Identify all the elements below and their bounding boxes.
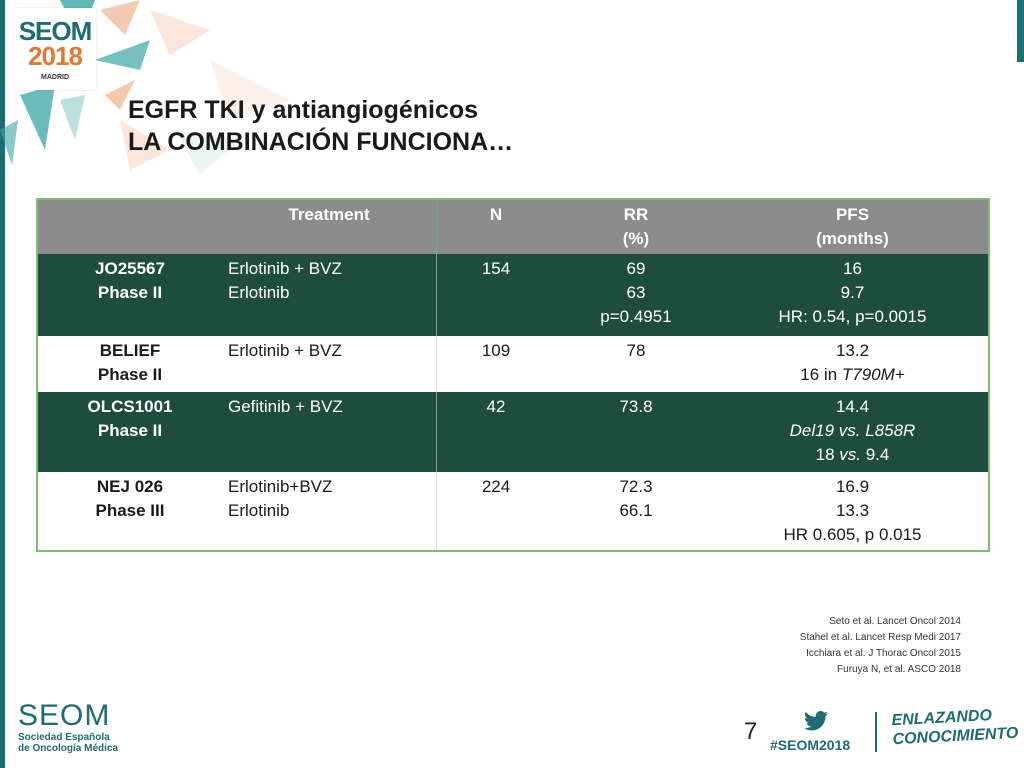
reference-item: Icchiara et al. J Thorac Oncol 2015 bbox=[806, 648, 961, 659]
study-name: NEJ 026 bbox=[96, 477, 164, 496]
header-treatment: Treatment bbox=[222, 199, 437, 254]
treatment-line: Erlotinib + BVZ bbox=[228, 341, 342, 360]
pfs-cell bbox=[717, 336, 989, 392]
logo-city-text: MADRID bbox=[41, 74, 69, 81]
study-cell bbox=[37, 472, 222, 551]
rr-cell bbox=[555, 254, 717, 336]
table-row bbox=[37, 254, 989, 336]
twitter-bird-icon bbox=[804, 711, 828, 731]
pfs-value-b: 9.4 bbox=[861, 445, 890, 464]
header-study bbox=[37, 199, 222, 254]
pfs-cell bbox=[717, 392, 989, 472]
pfs-cell bbox=[717, 472, 989, 551]
header-pfs bbox=[717, 199, 989, 254]
n-cell: 224 bbox=[437, 472, 556, 551]
rr-cell bbox=[555, 336, 717, 392]
rr-value: 66.1 bbox=[619, 501, 653, 520]
right-accent-bar bbox=[1017, 0, 1024, 62]
pfs-value: 16.9 bbox=[835, 477, 870, 496]
treatment-line: Erlotinib bbox=[228, 501, 290, 520]
rr-value: 63 bbox=[626, 283, 646, 302]
treatment-line: Erlotinib + BVZ bbox=[228, 259, 342, 278]
pfs-subgroup-prefix: 16 in bbox=[800, 365, 842, 384]
reference-item: Seto et al. Lancet Oncol 2014 bbox=[829, 616, 961, 627]
rr-cell bbox=[555, 392, 717, 472]
rr-value: 78 bbox=[626, 341, 646, 360]
study-cell bbox=[37, 254, 222, 336]
pfs-vs: vs. bbox=[839, 445, 861, 464]
pfs-value: 13.2 bbox=[835, 341, 870, 360]
treatment-line: Gefitinib + BVZ bbox=[228, 397, 343, 416]
reference-item: Furuya N, et al. ASCO 2018 bbox=[837, 664, 961, 675]
footer-society-line-1: Sociedad Española bbox=[18, 732, 110, 743]
rr-value: 73.8 bbox=[619, 397, 653, 416]
treatment-cell bbox=[222, 254, 437, 336]
table-row bbox=[37, 472, 989, 551]
footer-society-line-2: de Oncología Médica bbox=[18, 743, 119, 754]
treatment-line: Erlotinib+BVZ bbox=[228, 477, 333, 496]
pfs-value: 14.4 bbox=[835, 397, 870, 416]
pfs-value: 16 bbox=[843, 259, 862, 278]
study-cell bbox=[37, 336, 222, 392]
treatment-cell bbox=[222, 472, 437, 551]
pfs-hr: HR 0.605, p 0.015 bbox=[783, 525, 922, 544]
pfs-value: 9.7 bbox=[840, 283, 865, 302]
treatment-line: Erlotinib bbox=[228, 283, 290, 302]
pfs-hr: HR: 0.54, p=0.0015 bbox=[778, 307, 927, 326]
study-phase: Phase II bbox=[97, 283, 163, 302]
header-n: N bbox=[437, 199, 556, 254]
rr-cell bbox=[555, 472, 717, 551]
table-row bbox=[37, 392, 989, 472]
seom-footer-logo bbox=[18, 700, 118, 754]
study-cell bbox=[37, 392, 222, 472]
header-pfs-line-2: (months) bbox=[816, 229, 889, 248]
conocimiento-text: CONOCIMIENTO bbox=[892, 724, 1019, 749]
reference-item: Stahel et al. Lancet Resp Medi 2017 bbox=[799, 632, 961, 643]
logo-seom-text: SEOM bbox=[18, 16, 92, 46]
page-number: 7 bbox=[744, 718, 758, 745]
pfs-subgroup-mutation: T790M+ bbox=[841, 365, 905, 384]
study-name: JO25567 bbox=[95, 259, 165, 278]
title-line-2: LA COMBINACIÓN FUNCIONA… bbox=[128, 128, 514, 156]
title-line-1: EGFR TKI y antiangiogénicos bbox=[128, 96, 479, 124]
n-cell: 109 bbox=[437, 336, 556, 392]
seom-2018-logo bbox=[14, 8, 96, 90]
pfs-value-a: 18 bbox=[815, 445, 840, 464]
pfs-cell bbox=[717, 254, 989, 336]
footer-divider bbox=[875, 712, 877, 752]
table-row bbox=[37, 336, 989, 392]
hashtag-text: #SEOM2018 bbox=[770, 737, 851, 753]
study-phase: Phase III bbox=[95, 501, 165, 520]
study-phase: Phase II bbox=[97, 365, 163, 384]
study-name: BELIEF bbox=[99, 341, 161, 360]
pfs-comparison-values bbox=[723, 443, 982, 467]
rr-value: 69 bbox=[626, 259, 646, 278]
slide-title bbox=[128, 94, 513, 158]
enlazando-text: ENLAZANDO bbox=[891, 707, 993, 730]
references bbox=[800, 614, 961, 678]
logo-year-text: 2018 bbox=[28, 41, 82, 71]
table-header-row bbox=[37, 199, 989, 254]
treatment-cell bbox=[222, 392, 437, 472]
pfs-value: 13.3 bbox=[835, 501, 870, 520]
pfs-comparison: Del19 vs. L858R bbox=[789, 421, 916, 440]
treatment-cell bbox=[222, 336, 437, 392]
header-rr-line-1: RR bbox=[623, 205, 649, 224]
header-pfs-line-1: PFS bbox=[835, 205, 870, 224]
rr-value: 72.3 bbox=[619, 477, 653, 496]
n-cell: 154 bbox=[437, 254, 556, 336]
rr-pvalue: p=0.4951 bbox=[600, 307, 672, 326]
header-rr bbox=[555, 199, 717, 254]
n-cell: 42 bbox=[437, 392, 556, 472]
study-phase: Phase II bbox=[97, 421, 163, 440]
footer-seom-word: SEOM bbox=[18, 699, 111, 732]
enlazando-conocimiento-logo bbox=[891, 705, 1019, 750]
pfs-subgroup bbox=[723, 363, 982, 387]
results-table bbox=[36, 198, 990, 552]
study-name: OLCS1001 bbox=[87, 397, 173, 416]
header-rr-line-2: (%) bbox=[622, 229, 650, 248]
